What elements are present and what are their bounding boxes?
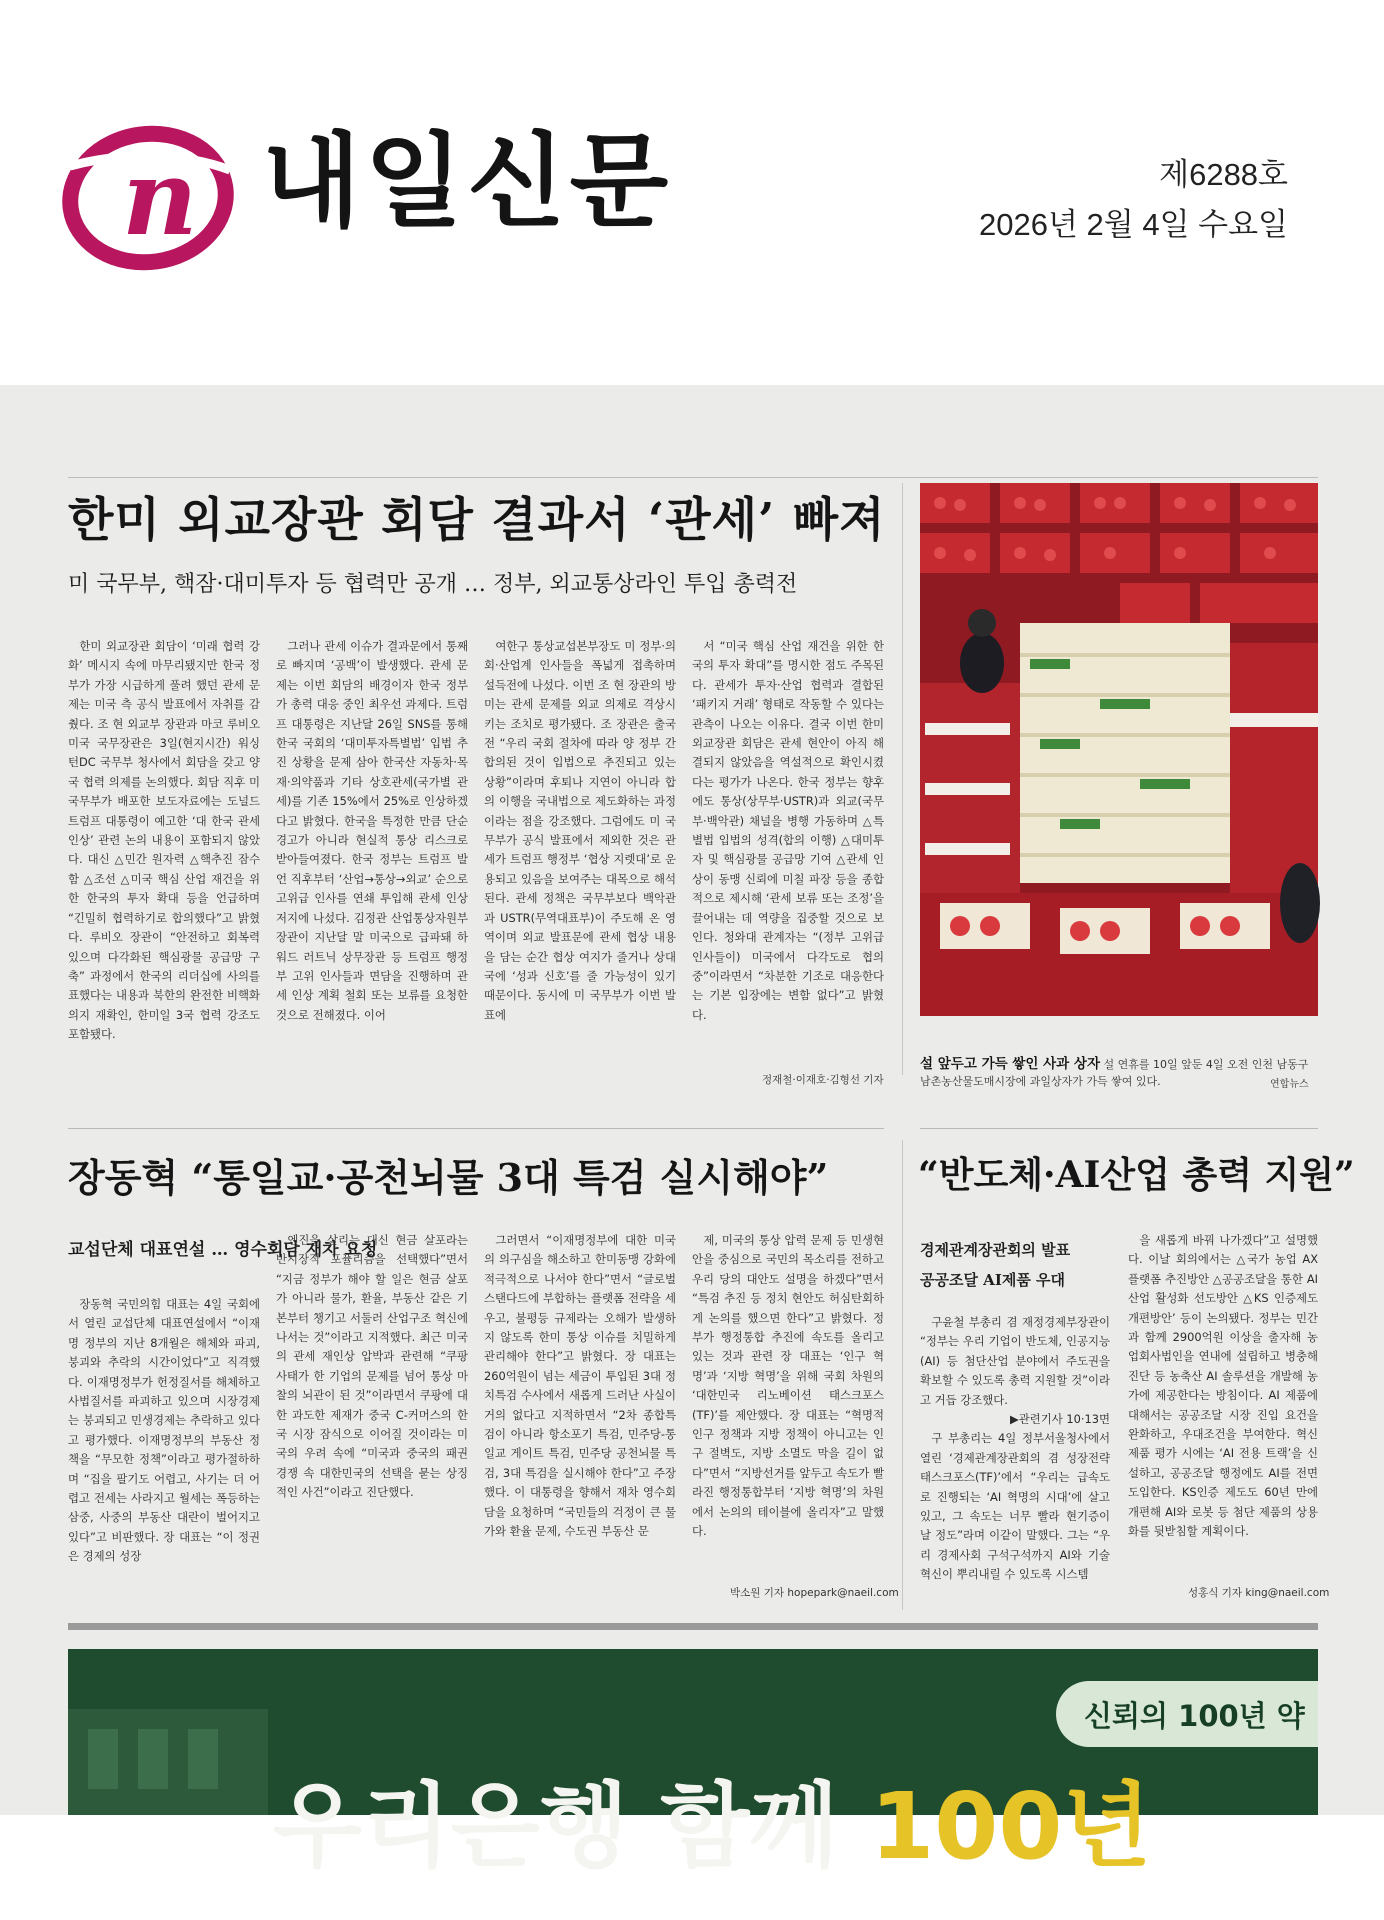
article3-headline: “반도체·AI산업 총력 지원” [918,1154,1355,1196]
lead-column-4: 서 “미국 핵심 산업 재건을 위한 한국의 투자 확대”를 명시한 점도 주목된다. 관세가 투자·산업 협력과 결합된 ‘패키지 거래’ 형태로 작동할 수 있다는 관측이 나오는 이유다. 결국 이번 한미 외교장관 회담은 관세 현안이 아직 해결되지 않았음을 역설적으로 확인시켰다는 평가가 나온다. 한국 정부는 향후에도 통상(상무부·USTR)과 외교(국무부·백악관) 채널을 병행 가동하며 △특별법 입법의 성격(합의 이행) △대미투자 및 핵심광물 공급망 기여 △관세 인상이 동맹 신뢰에 미칠 파장 등을 종합적으로 제시해 ‘관세 보류 또는 조정’을 끌어내는 데 역량을 집중할 것으로 보인다. 청와대 관계자는 “(정부 고위급 인사들이) 미국에서 다각도로 협의중”이라면서 “차분한 기조로 대응한다는 기본 입장에는 변함 없다”고 밝혔다. [692,639,884,1022]
article3-byline: 성홍식 기자 king@naeil.com [1188,1587,1330,1599]
article2-column-1: 장동혁 국민의힘 대표는 4일 국회에서 열린 교섭단체 대표연설에서 “이재명 정부의 지난 8개월은 해체와 파괴, 붕괴와 추락의 시간이었다”고 직격했다. 이재명정부가 헌정질서를 해체하고 사법질서를 파괴하고 있으며 시장경제는 붕괴되고 민생경제는 추락하고 있다고 평가했다. 이재명정부의 부동산 정책을 “무모한 정책”이라고 평가절하하며 “집을 팔기도 어렵고, 사기는 더 어렵고 전세는 사라지고 월세는 폭등하는 삼중, 사중의 부동산 대란이 벌어지고 있다”고 비판했다. 장 대표는 “이 정권은 경제의 성장 [68,1297,260,1564]
issue-info [979,150,1288,249]
logo-icon [62,122,234,274]
photo-caption-text: 설 연휴를 10일 앞둔 4일 오전 인천 남동구 남촌농산물도매시장에 과일상자가 가득 쌓여 있다. [920,1058,1309,1088]
ad-divider [68,1623,1318,1630]
issue-number: 제6288호 [1159,157,1288,192]
building-illustration [68,1689,268,1815]
newspaper-page [0,385,1384,1880]
lead-column-2: 그러나 관세 이슈가 결과문에서 통째로 빠지며 ‘공백’이 발생했다. 관세 문제는 이번 회담의 배경이자 한국 정부가 총력 대응 중인 최우선 과제다. 트럼프 대통령은 지난달 26일 SNS를 통해 한국 국회의 ‘대미투자특별법’ 입법 추진 상황을 문제 삼아 한국산 자동차·목재·의약품과 기타 상호관세(국가별 관세)를 기존 15%에서 25%로 인상하겠다고 밝혔다. 한국을 특정한 만큼 단순 경고가 아니라 현실적 통상 리스크로 받아들여졌다. 한국 정부는 트럼프 발언 직후부터 ‘산업→통상→외교’ 순으로 고위급 인사를 연쇄 투입해 관세 인상 저지에 나섰다. 김정관 산업통상자원부 장관이 지난달 말 미국으로 급파돼 하워드 러트닉 상무장관 등 트럼프 행정부 고위 인사들과 면담을 진행하며 관세 인상 계획 철회 또는 보류를 요청한 것으로 전해졌다. 이어 [276,639,468,1022]
lead-subhead: 미 국무부, 핵잠·대미투자 등 협력만 공개 … 정부, 외교통상라인 투입 총력전 [68,572,798,597]
photo-caption [920,1056,1318,1090]
ad-slogan: 우리은행 함께 100년 [273,1773,1152,1880]
related-articles: ▶관련기사 10·13면 [1009,1412,1110,1427]
column-divider [902,483,903,1075]
bank-advertisement [68,1649,1318,1880]
svg-text:n: n [122,136,198,259]
apple-boxes-photo [920,483,1318,1016]
lead-column-3: 여한구 통상교섭본부장도 미 정부·의회·산업계 인사들을 폭넓게 접촉하며 설득전에 나섰다. 이번 조 현 장관의 방미는 관세 문제를 외교 의제로 격상시키는 조치로 평가됐다. 조 장관은 출국 전 “우리 국회 절차에 따라 양 정부 간 합의된 것이 입법으로 추진되고 있는 상황”이라며 후퇴나 지연이 아니라 합의 이행을 국내법으로 제도화하는 과정이라는 점을 강조했다. 그럼에도 미 국무부가 공식 발표에서 제외한 것은 관세가 트럼프 행정부 ‘협상 지렛대’로 운용되고 있음을 보여주는 대목으로 해석된다. 관세 정책은 국무부보다 백악관과 USTR(무역대표부)이 주도해 온 영역이며 외교 발표문에 관세 협상 내용을 담는 순간 협상 여지가 줄거나 상대국에 ‘성과 신호’를 줄 가능성이 있기 때문이다. 동시에 미 국무부가 이번 발표에 [484,639,676,1022]
lead-byline: 정재철·이재호·김형선 기자 [762,1074,884,1086]
photo-caption-title: 설 앞두고 가득 쌓인 사과 상자 [920,1056,1100,1072]
newspaper-name: 내일신문 [262,123,673,242]
article3-column-1: 구윤철 부총리 겸 재정경제부장관이 “정부는 우리 기업이 반도체, 인공지능(AI) 등 첨단산업 분야에서 주도권을 확보할 수 있도록 총력 지원할 것”이라고 거듭 강조했다. ▶관련기사 10·13면 구 부총리는 4일 정부서울청사에서 열린 ‘경제관계장관회의 겸 성장전략 태스크포스(TF)’에서 “우리는 급속도로 진행되는 ‘AI 혁명의 시대’에 살고 있고, 그 속도는 너무 빨라 현기증이 날 정도”라며 이같이 말했다. 그는 “우리 경제사회 구석구석까지 AI와 기술 혁신이 뿌리내릴 수 있도록 시스템 [920,1315,1110,1582]
article3-subhead: 경제관계장관회의 발표 공공조달 AI제품 우대 [920,1241,1071,1289]
top-rule [68,477,1318,478]
issue-date: 2026년 2월 4일 수요일 [979,206,1288,242]
article3-column-2: 을 새롭게 바꿔 나가겠다”고 설명했다. 이날 회의에서는 △국가 농업 AX 플랫폼 추진방안 △공공조달을 통한 AI 산업 활성화 선도방안 △KS 인증제도 개편방안’ 등이 논의됐다. 정부는 민간과 함께 2900억원 이상을 출자해 농업회사법인을 연내에 설립하고 병충해 진단 등 농축산 AI 솔루션을 개발해 농가에 제공한다는 방침이다. AI 제품에 대해서는 공공조달 시장 진입 요건을 완화하고, 우대조건을 부여한다. 혁신 제품 평가 시에는 ‘AI 전용 트랙’을 신설하고, 공공조달 행정에도 AI를 전면 도입한다. KS인증 제도도 60년 만에 개편해 AI와 로봇 등 첨단 제품의 상용화를 뒷받침할 계획이다. [1128,1233,1318,1539]
column-divider-2 [902,1140,903,1610]
article2-subhead: 교섭단체 대표연설 … 영수회담 재차 요청 [68,1240,378,1260]
article2-byline: 박소원 기자 hopepark@naeil.com [730,1587,899,1599]
section-rule-right [920,1128,1318,1129]
article2-column-4: 제, 미국의 통상 압력 문제 등 민생현안을 중심으로 국민의 목소리를 전하고 우리 당의 대안도 설명을 하겠다”면서 “특검 추진 등 정치 현안도 허심탄회하게 논의를 했으면 한다”고 밝혔다. 정부가 행정통합 추진에 속도를 올리고 있는 것과 관련 장 대표는 ‘인구 혁명’과 ‘지방 혁명’을 위해 국회 차원의 ‘대한민국 리노베이션 태스크포스(TF)’를 제안했다. 장 대표는 “혁명적 인구 정책과 지방 정책이 아니고는 인구 절벽도, 지방 소멸도 막을 길이 없다”면서 “지방선거를 앞두고 속도가 빨라진 행정통합부터 ‘지방 혁명’의 차원에서 논의의 테이블에 올리자”고 말했다. [692,1233,884,1539]
article2-headline: 장동혁 “통일교·공천뇌물 3대 특검 실시해야” [68,1155,829,1200]
article2-column-2: 엔진을 살리는 대신 현금 살포라는 반시장적 포퓰리즘을 선택했다”면서 “지금 정부가 해야 할 일은 현금 살포가 아니라 물가, 환율, 부동산 같은 기본부터 챙기고 서둘러 산업구조 혁신에 나서는 것”이라고 지적했다. 최근 미국의 관세 재인상 압박과 관련해 “쿠팡 사태가 한 기업의 문제를 넘어 통상 마찰의 뇌관이 된 것”이라면서 쿠팡에 대한 과도한 제재가 중국 C-커머스의 한국 시장 잠식으로 이어질 것이라는 미국의 우려 속에 “미국과 중국의 패권 경쟁 속 대한민국의 선택을 묻는 상징적인 사건”이라고 진단했다. [276,1233,468,1500]
ad-tagline: 신뢰의 100년 약 [1056,1681,1318,1747]
section-rule-left [68,1128,884,1129]
article2-column-3: 그러면서 “이재명정부에 대한 미국의 의구심을 해소하고 한미동맹 강화에 적극적으로 나서야 한다”면서 “글로벌 스탠다드에 부합하는 플랫폼 전략을 세우고, 불평등 규제라는 오해가 발생하지 않도록 한미 통상 이슈를 치밀하게 관리해야 한다”고 밝혔다. 장 대표는 260억원이 넘는 세금이 투입된 3대 정치특검 수사에서 새롭게 드러난 사실이 거의 없다고 지적하면서 “2차 종합특검이 아니라 항소포기 특검, 민주당-통일교 게이트 특검, 민주당 공천뇌물 특검, 3대 특검을 실시해야 한다”고 주장했다. 이 대통령을 향해서 재차 영수회담을 요청하며 “국민들의 걱정이 큰 물가와 환율 문제, 수도권 부동산 문 [484,1233,676,1539]
masthead [0,0,1384,385]
lead-column-1: 한미 외교장관 회담이 ‘미래 협력 강화’ 메시지 속에 마무리됐지만 한국 정부가 가장 시급하게 풀려 했던 관세 문제는 미국 측 공식 발표에서 자취를 감췄다. 조 현 외교부 장관과 마코 루비오 미국 국무장관은 3일(현지시간) 워싱턴DC 국무부 청사에서 회담을 갖고 양국 협력 의제를 논의했다. 회담 직후 미 국무부가 배포한 보도자료에는 도널드 트럼프 대통령이 예고한 ‘대 한국 관세 인상’ 관련 논의 내용이 포함되지 않았다. 대신 △민간 원자력 △핵추진 잠수함 △조선 △미국 핵심 산업 재건을 위한 한국의 투자 확대 등을 언급하며 “긴밀히 협력하기로 합의했다”고 밝혔다. 루비오 장관이 “안전하고 회복력 있으며 다각화된 핵심광물 공급망 구축” 과정에서 한국의 리더십에 사의를 표했다는 내용과 북한의 완전한 비핵화 의지 재확인, 한미일 3국 협력 강조도 포함됐다. [68,639,260,1042]
photo-credit: 연합뉴스 [1270,1079,1309,1090]
lead-headline: 한미 외교장관 회담 결과서 ‘관세’ 빠져 [68,493,886,548]
